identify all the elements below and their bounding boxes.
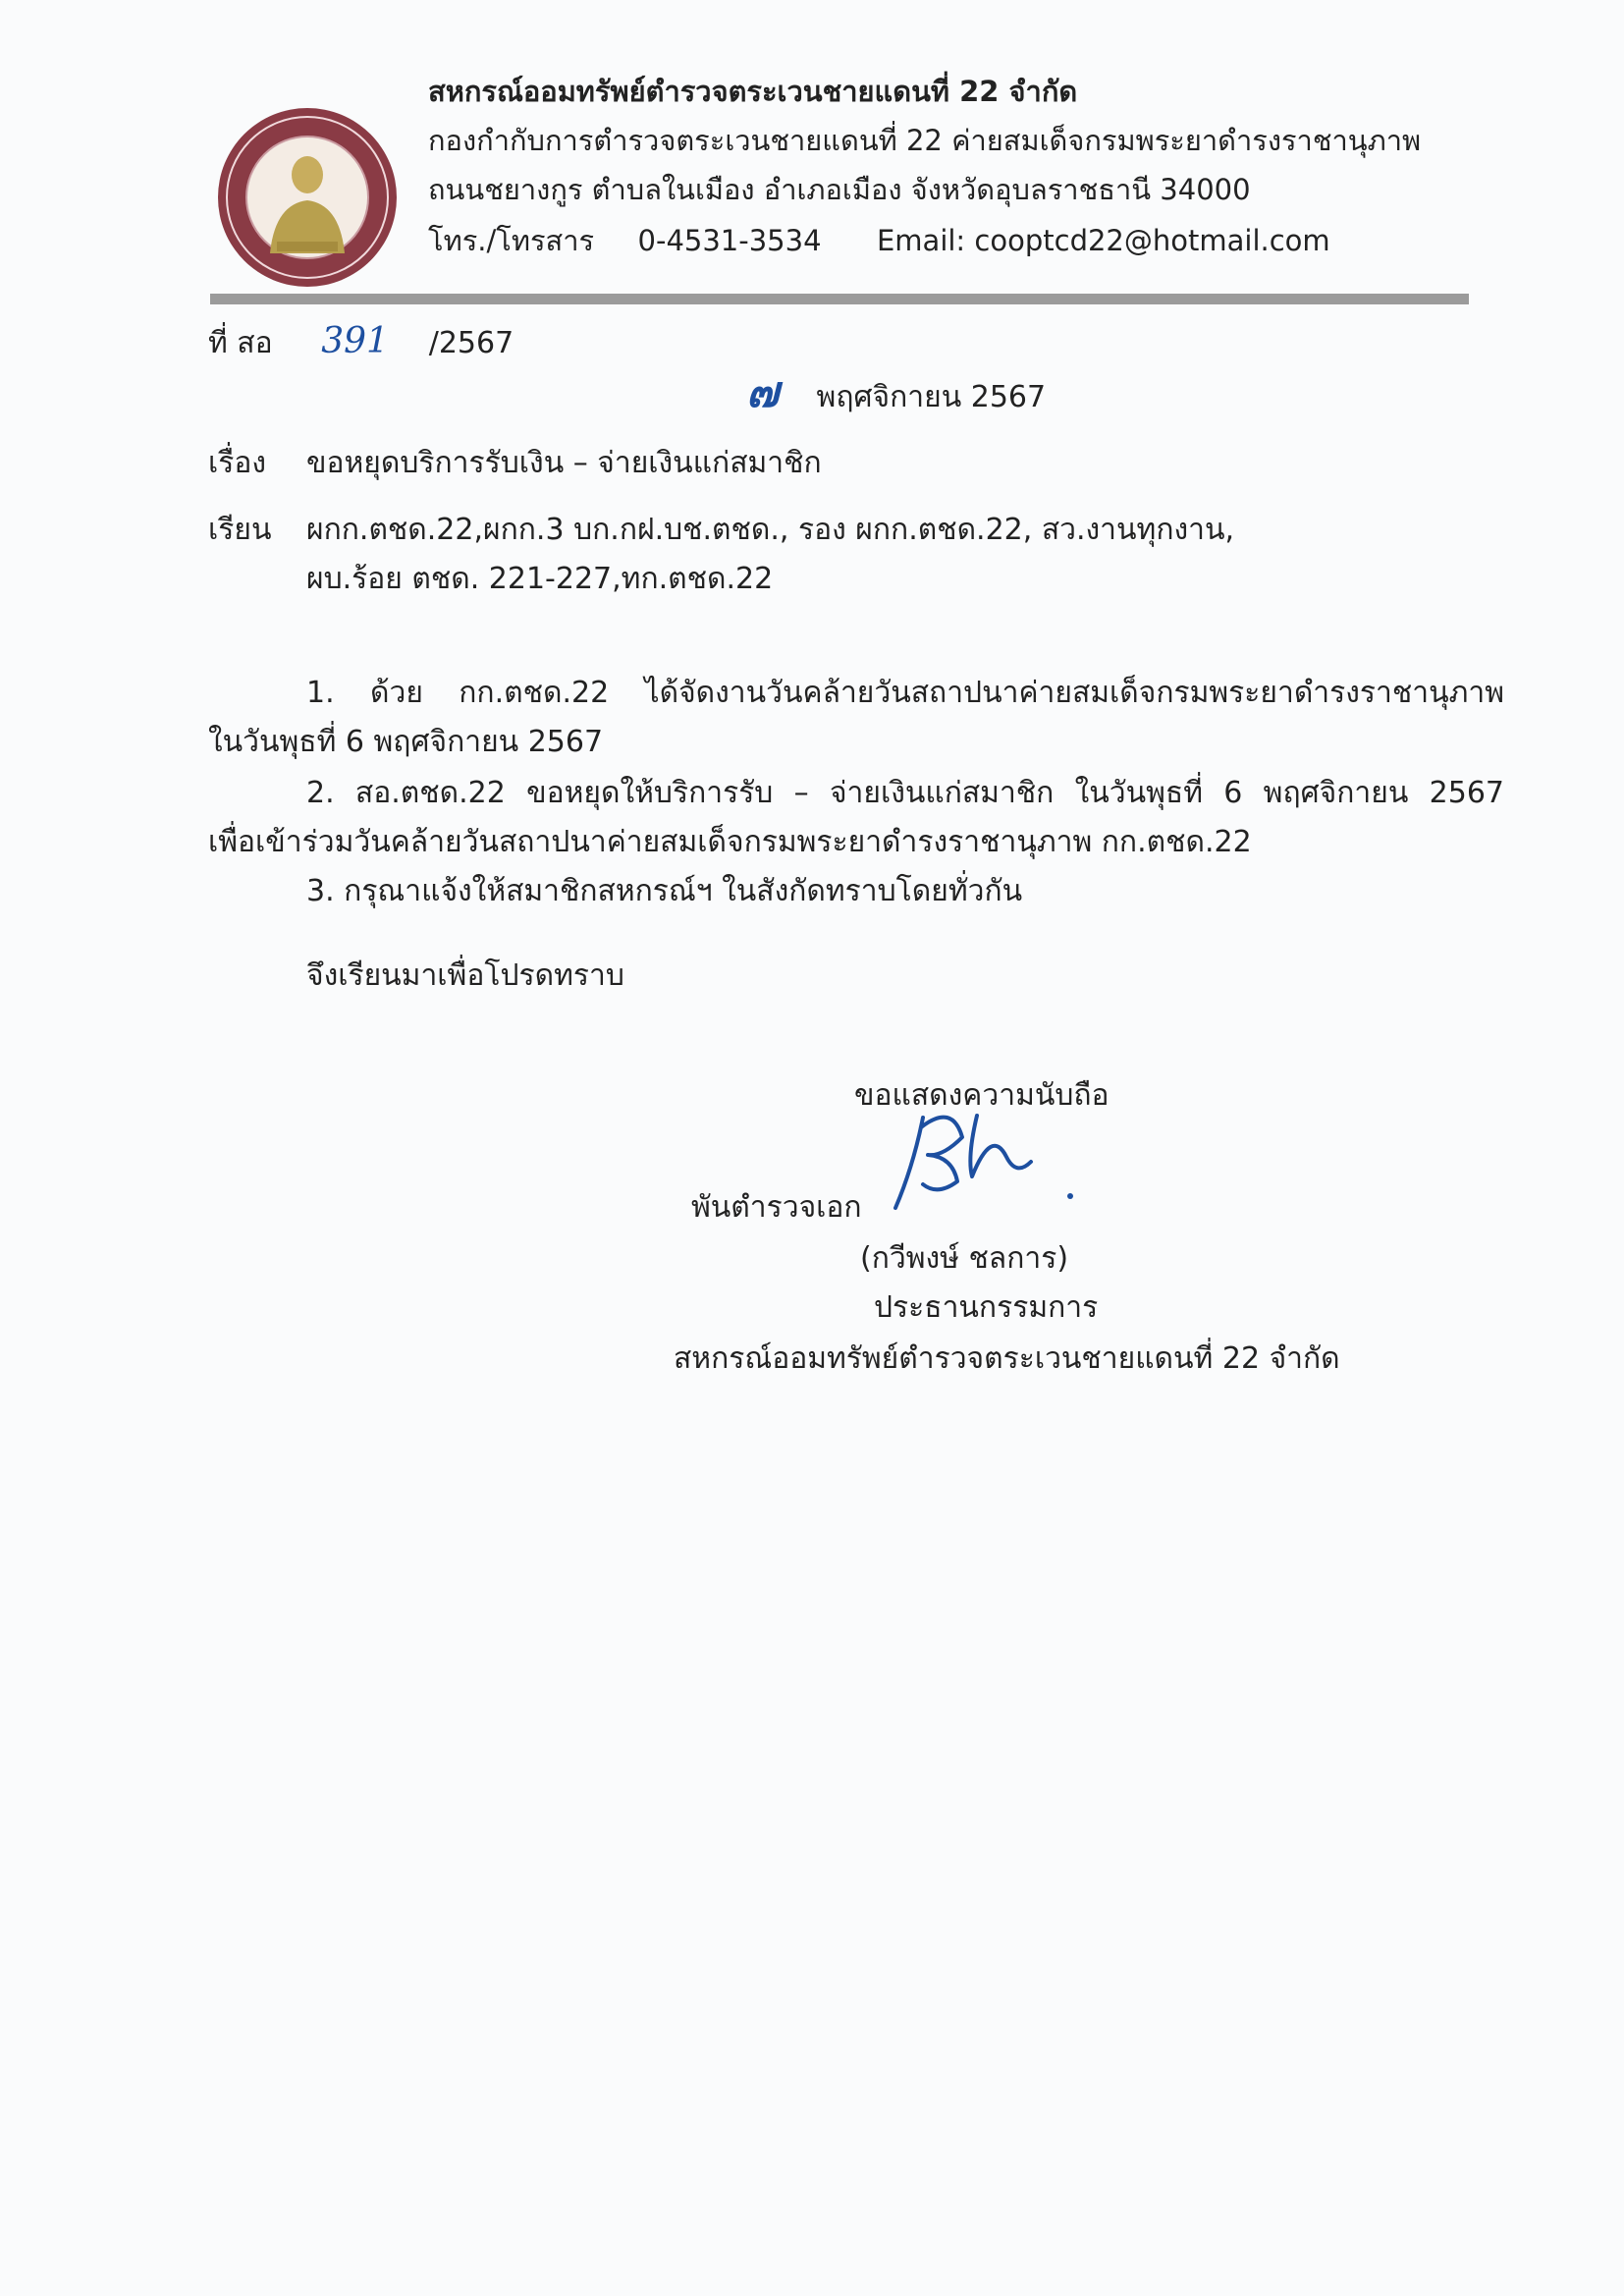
recipient-label: เรียน [208,513,272,547]
recipient-line-1: ผกก.ตชด.22,ผกก.3 บก.กฝ.บช.ตชด., รอง ผกก.ตชด.22, สว.งานทุกงาน, [306,513,1235,547]
closing-line: จึงเรียนมาเพื่อโปรดทราบ [306,958,624,993]
letterhead-address: ถนนชยางกูร ตำบลในเมือง อำเภอเมือง จังหวัดอุบลราชธานี 34000 [428,173,1251,206]
organization-name: สหกรณ์ออมทรัพย์ตำรวจตระเวนชายแดนที่ 22 จำกัด [428,75,1078,108]
signer-position: ประธานกรรมการ [874,1290,1099,1325]
letter-date [746,367,1047,419]
phone-number: 0-4531-3534 [637,224,822,257]
cooperative-seal-icon [216,106,399,289]
paragraph-2-line-1: 2. สอ.ตชด.22 ขอหยุดให้บริการรับ – จ่ายเงินแก่สมาชิก ในวันพุธที่ 6 พฤศจิกายน 2567 [306,776,1504,810]
phone-label: โทร./โทรสาร [428,224,595,257]
subject-text: ขอหยุดบริการรับเงิน – จ่ายเงินแก่สมาชิก [306,446,822,480]
reference-label: ที่ สอ [208,326,273,360]
email-label: Email: [876,224,966,257]
signer-organization: สหกรณ์ออมทรัพย์ตำรวจตระเวนชายแดนที่ 22 จำกัด [674,1341,1340,1376]
letterhead-line-1: กองกำกับการตำรวจตระเวนชายแดนที่ 22 ค่ายสมเด็จกรมพระยาดำรงราชานุภาพ [428,124,1422,157]
paragraph-2-line-2: เพื่อเข้าร่วมวันคล้ายวันสถาปนาค่ายสมเด็จกรมพระยาดำรงราชานุภาพ กก.ตชด.22 [208,825,1252,859]
subject-label: เรื่อง [208,446,267,480]
signer-name: (กวีพงษ์ ชลการ) [860,1241,1069,1276]
date-handwritten-day: ๗ [746,367,780,417]
reference-suffix: /2567 [428,326,514,360]
reference-handwritten-number: 391 [321,321,389,361]
reference-number [208,320,514,365]
paragraph-1-line-1: 1. ด้วย กก.ตชด.22 ได้จัดงานวันคล้ายวันสถาปนาค่ายสมเด็จกรมพระยาดำรงราชานุภาพ [306,676,1504,710]
paragraph-3: 3. กรุณาแจ้งให้สมาชิกสหกรณ์ฯ ในสังกัดทราบโดยทั่วกัน [306,874,1023,908]
letterhead-contact [428,218,1330,263]
signer-rank: พันตำรวจเอก [691,1190,862,1225]
handwritten-signature-icon [884,1098,1080,1226]
letterhead-divider [210,294,1469,304]
recipient-line-2: ผบ.ร้อย ตชด. 221-227,ทก.ตชด.22 [306,562,774,596]
date-month-year: พฤศจิกายน 2567 [816,380,1047,414]
paragraph-1-line-2: ในวันพุธที่ 6 พฤศจิกายน 2567 [208,725,604,759]
regards-line: ขอแสดงความนับถือ [854,1078,1110,1113]
email-address: cooptcd22@hotmail.com [974,224,1330,257]
